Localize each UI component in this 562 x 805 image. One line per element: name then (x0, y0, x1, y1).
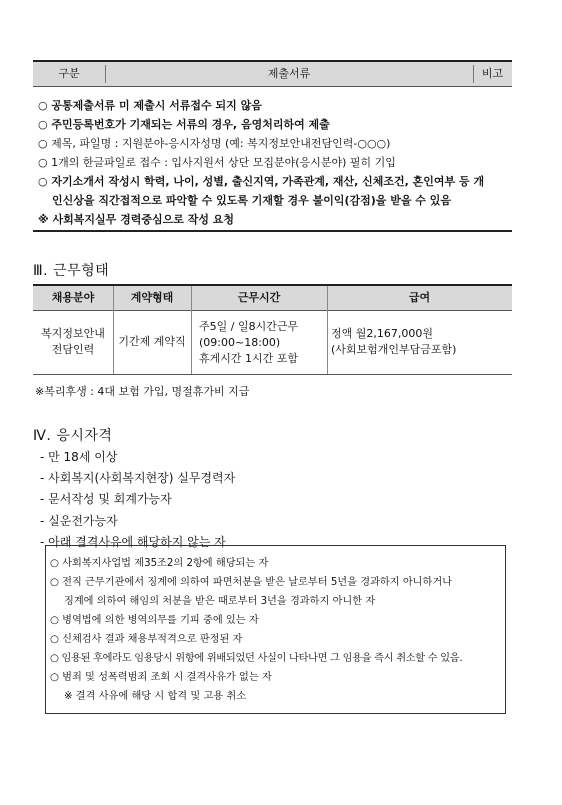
table-bottom-rule (33, 230, 512, 232)
disqualification-footnote: ※ 결격 사유에 해당 시 합격 및 고용 취소 (64, 691, 247, 702)
hours-line: 휴게시간 1시간 포함 (199, 352, 298, 365)
disqualification-item: 징계에 의하여 해임의 처분을 받은 때로부터 3년을 경과하지 아니한 자 (64, 596, 376, 607)
disqualification-item: ○ 신체검사 결과 채용부적격으로 판정된 자 (50, 634, 243, 645)
note-line: ※ 사회복지실무 경력중심으로 작성 요청 (38, 213, 235, 226)
work-table-header (33, 286, 512, 311)
disqualification-item: ○ 임용된 후에라도 임용당시 위항에 위배되었던 사실이 나타나면 그 임용을 즉시 취소할 수 있음. (50, 653, 463, 664)
documents-notes (38, 96, 514, 229)
cell-contract: 기간제 계약직 (118, 335, 186, 348)
cell-field (33, 326, 113, 358)
note-line: ○ 1개의 한글파일로 접수 : 입사지원서 상단 모집분야(응시분야) 필히 기입 (38, 156, 396, 169)
note-line: ○ 공통제출서류 미 제출시 서류접수 되지 않음 (38, 99, 262, 112)
disqualification-item: ○ 사회복지사업법 제35조2의 2항에 해당되는 자 (50, 558, 269, 569)
qualification-list (40, 447, 235, 553)
section-title-qualifications: Ⅳ. 응시자격 (33, 428, 113, 444)
pay-line: 정액 월2,167,000원 (331, 327, 433, 340)
note-line: ○ 주민등록번호가 기재되는 서류의 경우, 음영처리하여 제출 (38, 118, 330, 131)
disqualification-item: ○ 범죄 및 성폭력범죄 조회 시 결격사유가 없는 자 (50, 672, 272, 683)
header-contract: 계약형태 (130, 291, 174, 304)
field-line: 전담인력 (51, 343, 95, 356)
header-field: 채용분야 (51, 291, 95, 304)
pay-line: (사회보험개인부담금포함) (331, 343, 457, 356)
section-title-work-type: Ⅲ. 근무형태 (33, 263, 110, 279)
qualification-item: - 문서작성 및 회계가능자 (40, 492, 172, 507)
disqualification-item: ○ 병역법에 의한 병역의무를 기피 중에 있는 자 (50, 615, 259, 626)
note-line: ○ 제목, 파일명 : 지원분야-응시자성명 (예: 복지정보안내전담인력-○○○) (38, 137, 391, 150)
header-documents: 제출서류 (267, 67, 311, 80)
hours-line: 주5일 / 일8시간근무 (199, 320, 299, 333)
hours-line: (09:00~18:00) (199, 336, 281, 349)
work-table-row (33, 310, 512, 375)
qualification-item: - 실운전가능자 (40, 513, 118, 528)
header-hours: 근무시간 (237, 291, 281, 304)
qualification-item: - 사회복지(사회복지현장) 실무경력자 (40, 471, 236, 486)
qualification-item: - 만 18세 이상 (40, 450, 118, 464)
qualification-item: - 아래 결격사유에 해당하지 않는 자 (40, 534, 226, 549)
welfare-note: ※복리후생 : 4대 보험 가입, 명절휴가비 지급 (35, 385, 250, 398)
disqualification-list (50, 554, 506, 706)
disqualification-item: ○ 전직 근무기관에서 징계에 의하여 파면처분을 받은 날로부터 5년을 경과하지 아니하거나 (50, 577, 453, 588)
cell-hours (199, 319, 327, 367)
note-line: ○ 자기소개서 작성시 학력, 나이, 성별, 출신지역, 가족관계, 재산, 신체조건, 혼인여부 등 개 (38, 175, 485, 188)
cell-pay (331, 326, 511, 358)
field-line: 복지정보안내 (41, 327, 105, 340)
documents-table-header (33, 60, 512, 87)
note-line: 인신상을 직간접적으로 파악할 수 있도록 기재할 경우 불이익(감점)을 받을 수 있음 (52, 194, 452, 207)
header-pay: 급여 (408, 291, 431, 304)
header-remarks: 비고 (481, 67, 504, 80)
header-category: 구분 (58, 67, 80, 80)
